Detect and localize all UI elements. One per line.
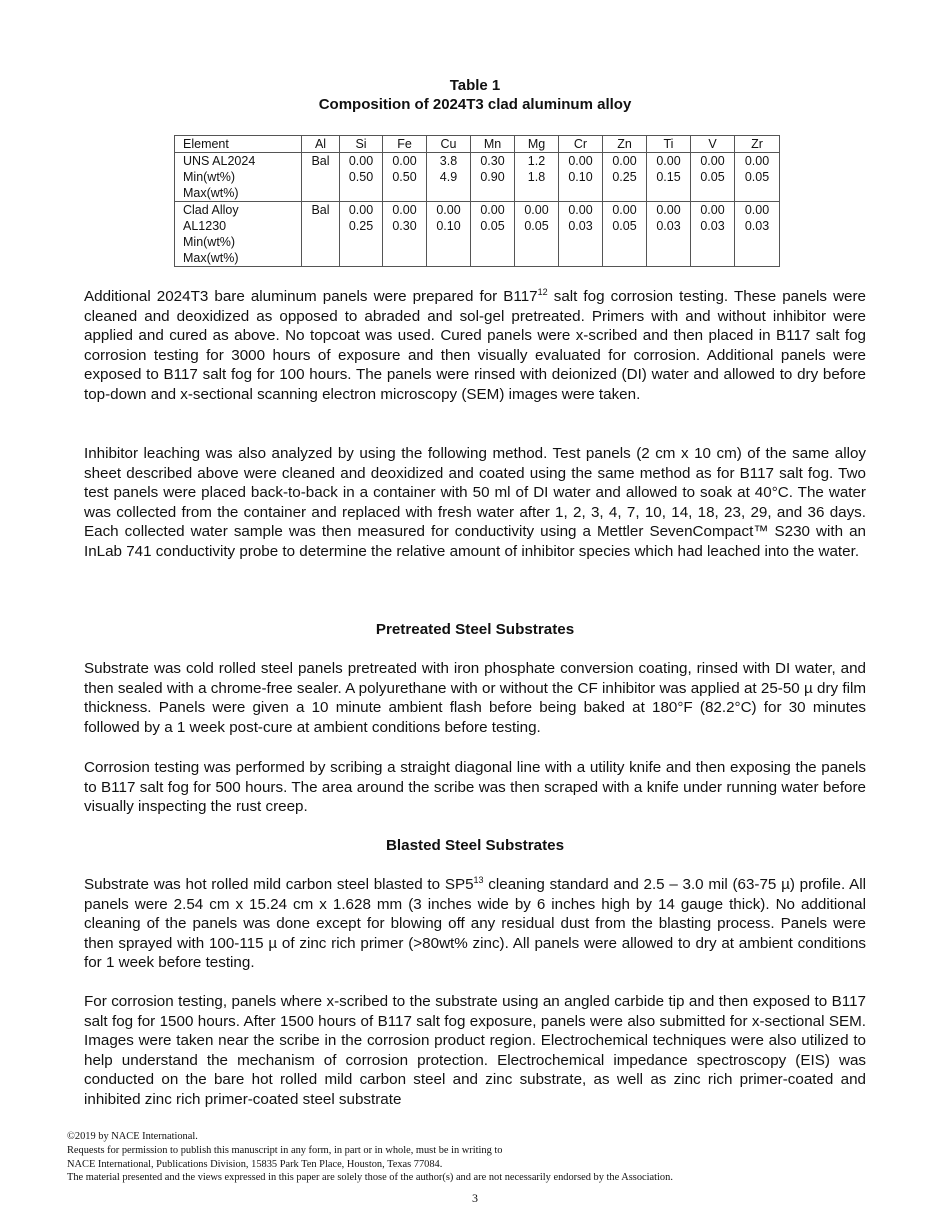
paragraph-inhibitor-leaching: Inhibitor leaching was also analyzed by using the following method. Test panels (2 cm x 10 cm) of the same alloy sheet described above were cleaned and deoxidized and coated using the same method as for B117 salt fog. Two test panels were placed back-to-back in a container with 50 ml of DI water and allowed to soak at 40°C. The water was collected from the container and replaced with fresh water after 1, 2, 3, 4, 7, 10, 14, 18, 23, 29, and 36 days. Each collected water sample was then measured for conductivity using a Mettler SevenCompact™ S230 with an InLab 741 conductivity probe to determine the relative amount of inhibitor species which had leached into the water. [84,445,866,560]
table-cell: Bal [302,153,340,202]
footer-disclaimer: The material presented and the views expressed in this paper are solely those of the author(s) and are not necessarily endorsed by the Association. [67,1172,673,1183]
paragraph-blasted-corrosion-testing: For corrosion testing, panels where x-scribed to the substrate using an angled carbide tip and then exposed to B117 salt fog for 1500 hours. After 1500 hours of B117 salt fog exposure, panels were also submitted for x-sectional SEM. Images were taken near the scribe in the corrosion product region. Electrochemical techniques were also utilized to help understand the mechanism of corrosion protection. Electrochemical impedance spectroscopy (EIS) was conducted on the bare hot rolled mild carbon steel and zinc substrate, as well as zinc rich primer-coated and inhibited zinc rich primer-coated steel substrate [84,993,866,1108]
table-cell: 0.00 0.05 [603,202,647,267]
page-number: 3 [472,1191,478,1205]
paragraph-corrosion-testing: Corrosion testing was performed by scribing a straight diagonal line with a utility knife and then exposing the panels to B117 salt fog for 500 hours. The area around the scribe was then scraped with a knife under running water before visually inspecting the rust creep. [84,759,866,816]
header-cell: Mg [515,136,559,153]
table-cell: 3.8 4.9 [427,153,471,202]
reference-superscript: 13 [473,875,484,885]
header-cell: V [691,136,735,153]
table-cell: 0.00 0.03 [559,202,603,267]
table-cell: 0.00 0.25 [603,153,647,202]
table-cell: 0.30 0.90 [471,153,515,202]
table-cell: 0.00 0.10 [427,202,471,267]
header-cell: Element [175,136,302,153]
header-cell: Cr [559,136,603,153]
table-cell: 0.00 0.25 [340,202,383,267]
table-label: Table 1 [449,77,501,94]
header-cell: Zr [735,136,780,153]
table-cell: 0.00 0.10 [559,153,603,202]
paragraph-aluminum-panels: Additional 2024T3 bare aluminum panels were prepared for $B117^{12}$ salt fog corrosion testing. These panels were cleaned and deoxidized as opposed to abraded and sol-gel pretreated. Primers with and without inhibitor were applied and cured as above. No topcoat was used. Cured panels were x-scribed and then placed in B117 salt fog corrosion testing for 3000 hours of exposure and then visually evaluated for corrosion. Additional panels were exposed to B117 salt fog for 100 hours. The panels were rinsed with deionized (DI) water and allowed to dry before top-down and x-sectional scanning electron microscopy (SEM) images were taken. [84,287,866,403]
table-cell: 0.00 0.50 [383,153,427,202]
section-heading-pretreated-steel: Pretreated Steel Substrates [375,621,575,638]
table-cell: 0.00 0.05 [515,202,559,267]
table-cell: 0.00 0.50 [340,153,383,202]
composition-table [174,135,780,267]
header-cell: Si [340,136,383,153]
paragraph-blasted-substrate: Substrate was hot rolled mild carbon steel blasted to $SP5^{13}$ cleaning standard and 2.5 – 3.0 mil (63-75 µ) profile. All panels were 2.54 cm x 15.24 cm x 1.628 mm (3 inches wide by 6 inches high by 14 gauge thick). No additional cleaning of the panels was done except for blowing off any residual dust from the blasting process. Panels were then sprayed with 100-115 µ of zinc rich primer (>80wt% zinc). All panels were allowed to dry at ambient conditions for 1 week before testing. [84,875,866,972]
table-cell: 0.00 0.03 [691,202,735,267]
row-label: UNS AL2024 Min(wt%) Max(wt%) [175,153,302,202]
table-cell: 0.00 0.15 [647,153,691,202]
table-cell: 0.00 0.05 [471,202,515,267]
table-cell: 0.00 0.03 [735,202,780,267]
table-cell: 0.00 0.05 [691,153,735,202]
header-cell: Ti [647,136,691,153]
table-title: Composition of 2024T3 clad aluminum alloy [318,96,632,113]
table-row [175,153,780,202]
header-cell: Zn [603,136,647,153]
table-row [175,202,780,267]
table-cell: 0.00 0.03 [647,202,691,267]
header-cell: Al [302,136,340,153]
header-cell: Fe [383,136,427,153]
table-cell: 0.00 0.05 [735,153,780,202]
footer-address: NACE International, Publications Division, 15835 Park Ten Place, Houston, Texas 77084. [67,1159,443,1170]
footer-permission: Requests for permission to publish this manuscript in any form, in part or in whole, must be in writing to [67,1145,503,1156]
header-cell: Cu [427,136,471,153]
header-cell: Mn [471,136,515,153]
table-cell: Bal [302,202,340,267]
paragraph-pretreated-substrate: Substrate was cold rolled steel panels pretreated with iron phosphate conversion coating, rinsed with DI water, and then sealed with a chrome-free sealer. A polyurethane with or without the CF inhibitor was applied at 25-50 µ dry film thickness. Panels were given a 10 minute ambient flash before being baked at 180°F (82.2°C) for 30 minutes followed by a 1 week post-cure at ambient conditions before testing. [84,660,866,736]
section-heading-blasted-steel: Blasted Steel Substrates [385,837,565,854]
table-header-row [175,136,780,153]
row-label: Clad Alloy AL1230 Min(wt%) Max(wt%) [175,202,302,267]
table-cell: 1.2 1.8 [515,153,559,202]
table-cell: 0.00 0.30 [383,202,427,267]
footer-copyright: ©2019 by NACE International. [67,1131,198,1142]
reference-superscript: 12 [537,287,548,297]
